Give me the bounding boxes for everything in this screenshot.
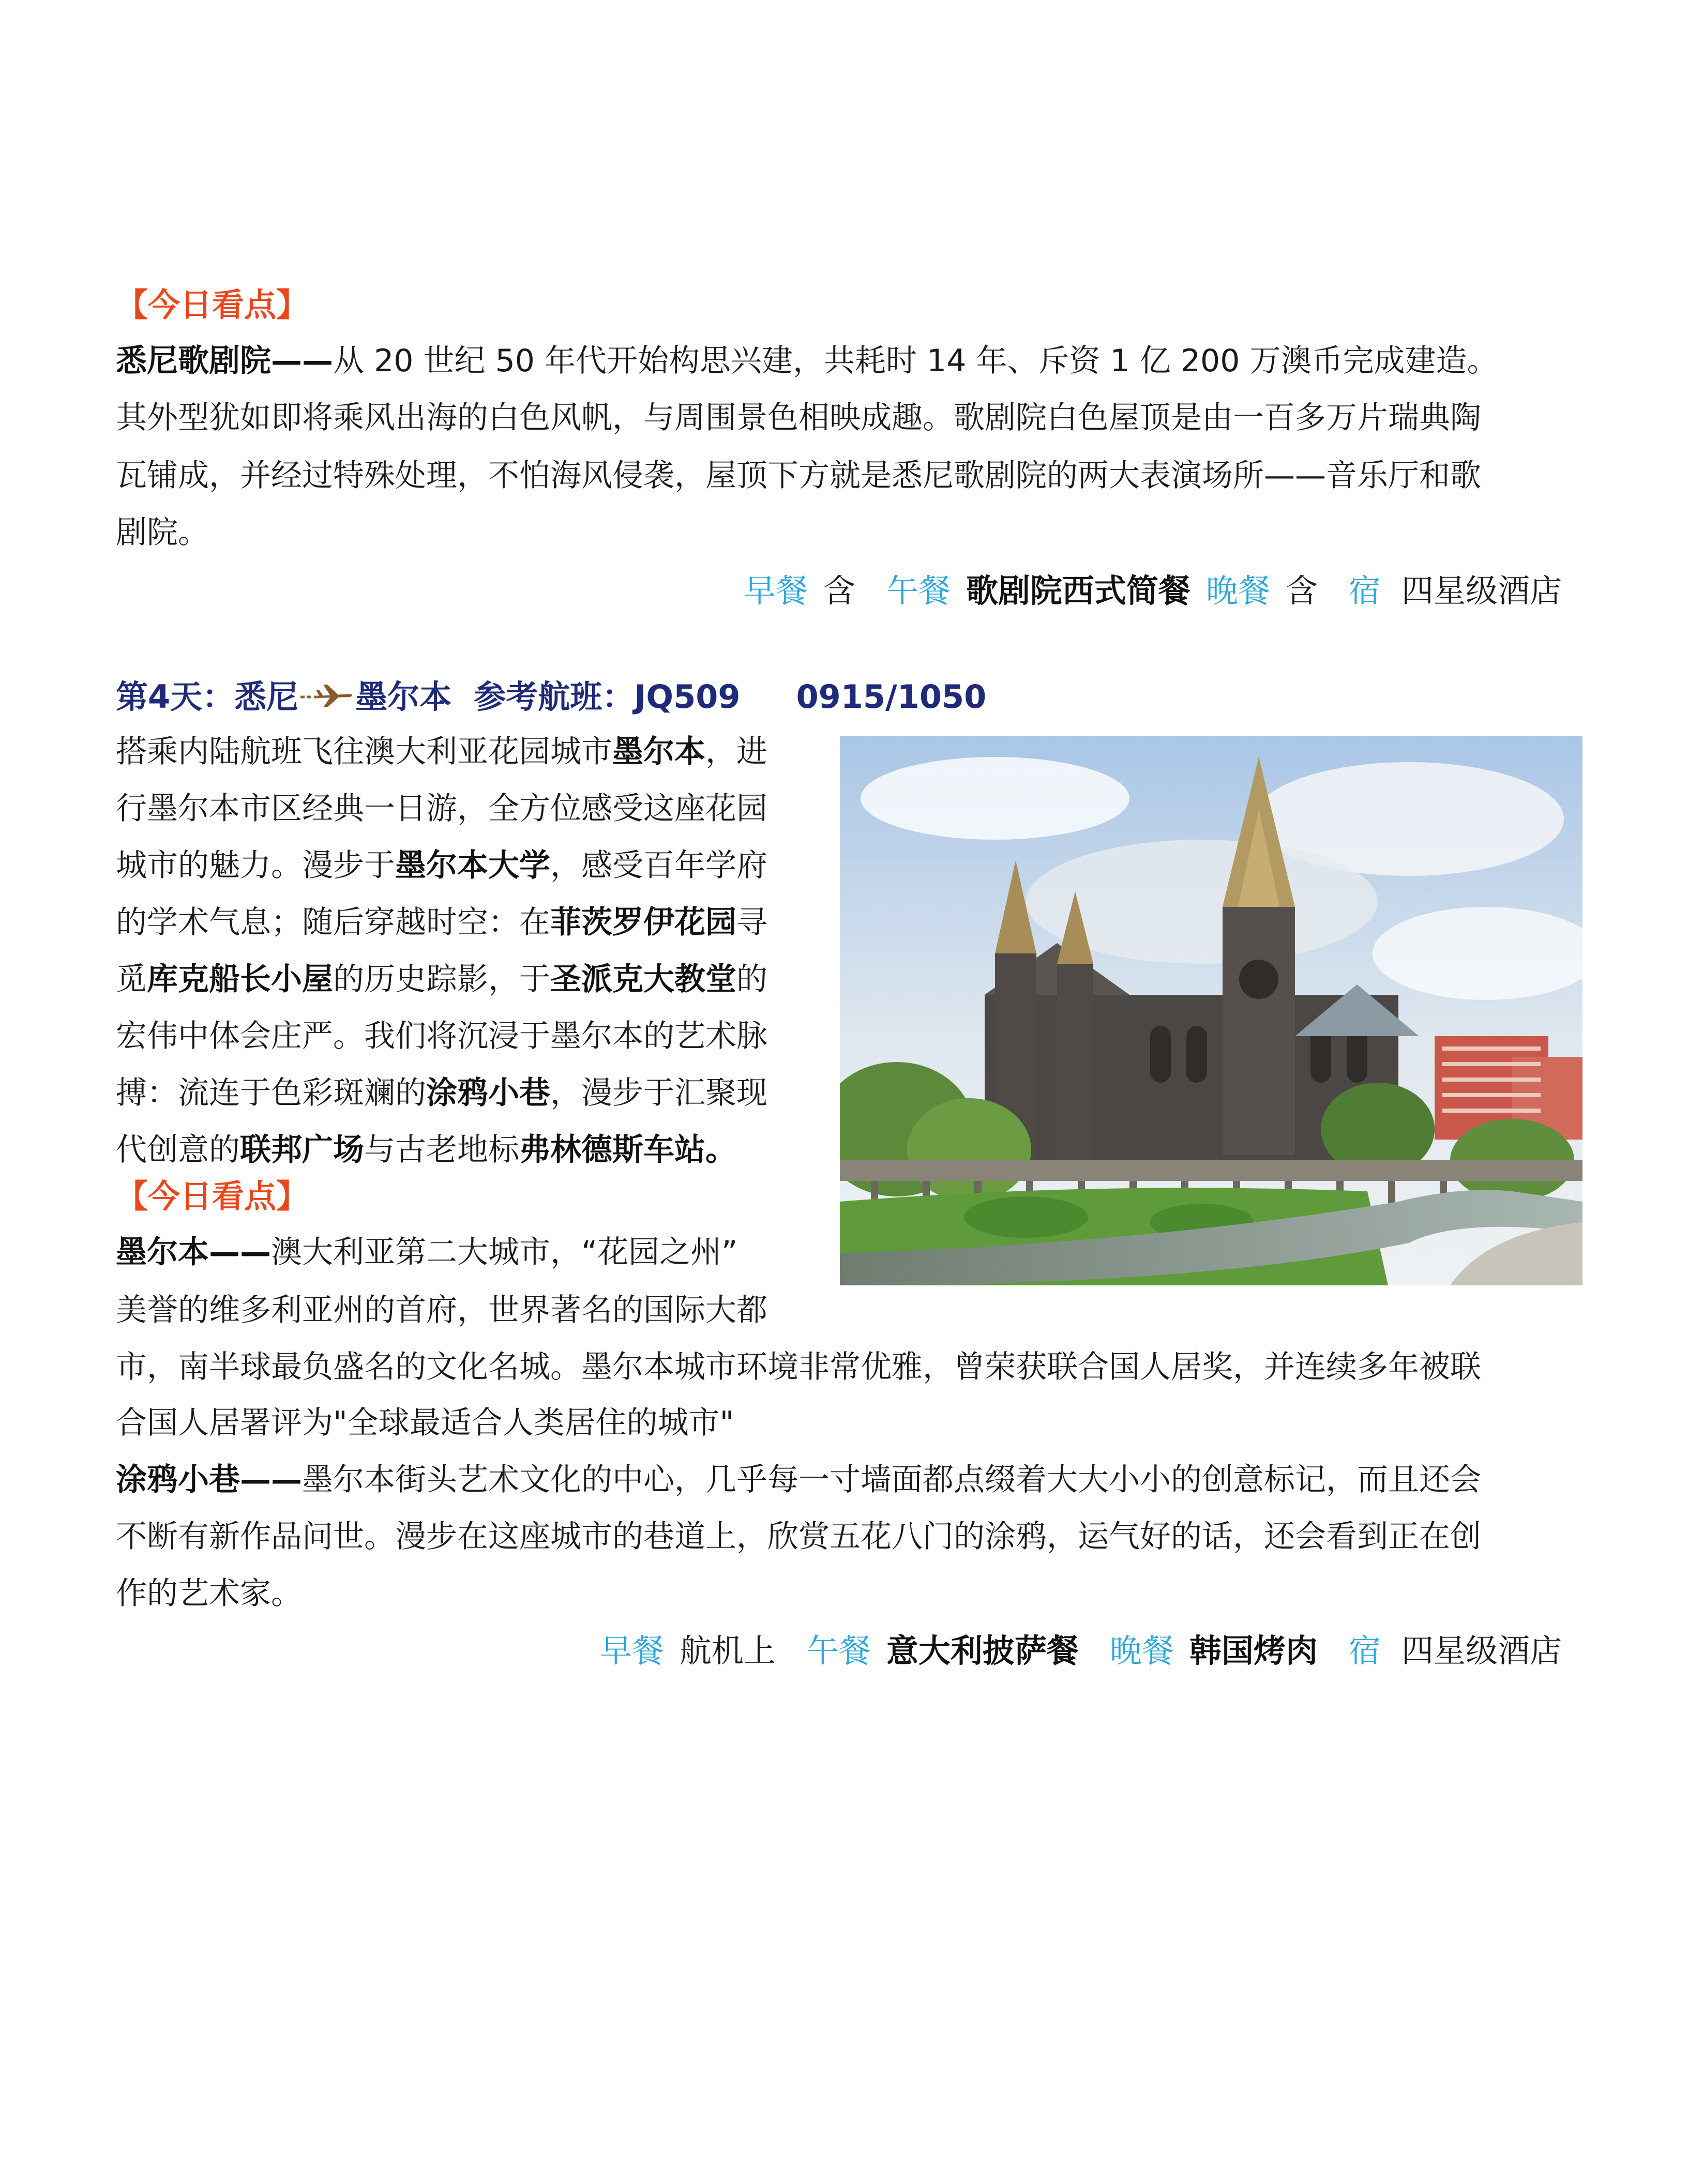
graffiti-text-1: 墨尔本街头艺术文化的中心，几乎每一寸墙面都点缀着大大小小的创意标记，而且还会 [302, 1462, 1481, 1498]
dinner-value: 含 [1285, 572, 1318, 610]
intro-text: 代创意的 [116, 1132, 240, 1168]
today-highlight-heading-2: 【今日看点】 [116, 1177, 309, 1215]
intro-text: 宏伟中体会庄严。我们将沉浸于墨尔本的艺术脉 [116, 1018, 767, 1054]
opera-house-para-line-3: 瓦铺成，并经过特殊处理，不怕海风侵袭，屋顶下方就是悉尼歌剧院的两大表演场所——音乐厅和歌 [116, 458, 1481, 494]
dinner-label: 晚餐 [1109, 1632, 1174, 1670]
day4-intro-line [116, 1075, 767, 1111]
breakfast-value: 含 [823, 572, 855, 610]
breakfast-value: 航机上 [679, 1632, 776, 1670]
intro-text: 搭乘内陆航班飞往澳大利亚花园城市 [116, 734, 612, 770]
hotel-label: 宿 [1348, 572, 1381, 610]
graffiti-para-line-3: 作的艺术家。 [116, 1575, 302, 1612]
opera-house-para-line-1 [116, 343, 1498, 379]
intro-text: 的学术气息；随后穿越时空：在 [116, 904, 550, 941]
melbourne-text-1: 澳大利亚第二大城市，“花园之州” [271, 1234, 738, 1270]
hotel-value: 四星级酒店 [1401, 1632, 1562, 1670]
day4-intro-line [116, 1132, 736, 1168]
lunch-label: 午餐 [806, 1632, 871, 1670]
intro-highlight-place: 库克船长小屋 [147, 961, 333, 997]
st-patricks-cathedral-photo [840, 736, 1583, 1285]
intro-text: ，进 [705, 734, 767, 770]
melbourne-para-line-3: 市，南半球最负盛名的文化名城。墨尔本城市环境非常优雅，曾荣获联合国人居奖，并连续多年被联 [116, 1349, 1481, 1385]
opera-house-para-line-4: 剧院。 [116, 514, 209, 551]
lunch-label: 午餐 [886, 572, 951, 610]
lunch-value: 意大利披萨餐 [886, 1632, 1079, 1670]
melbourne-para-line-4: 合国人居署评为"全球最适合人类居住的城市" [116, 1405, 734, 1441]
graffiti-para-line-2: 不断有新作品问世。漫步在这座城市的巷道上，欣赏五花八门的涂鸦，运气好的话，还会看到正在创 [116, 1519, 1481, 1555]
intro-text: 与古老地标 [364, 1132, 519, 1168]
opera-house-title: 悉尼歌剧院—— [116, 343, 333, 379]
intro-text: 搏：流连于色彩斑斓的 [116, 1075, 426, 1111]
breakfast-label: 早餐 [743, 572, 808, 610]
day4-intro-line [116, 1018, 767, 1054]
hotel-value: 四星级酒店 [1401, 572, 1562, 610]
intro-text: ，漫步于汇聚现 [550, 1075, 767, 1111]
day4-title [116, 678, 987, 716]
airplane-icon [298, 680, 355, 711]
breakfast-label: 早餐 [599, 1632, 664, 1670]
dinner-value: 韩国烤肉 [1189, 1632, 1318, 1670]
day4-intro-line [116, 847, 767, 884]
graffiti-title: 涂鸦小巷—— [116, 1462, 302, 1498]
today-highlight-heading-1: 【今日看点】 [116, 286, 309, 324]
day4-title-part-a: 第4天：悉尼 [116, 678, 299, 716]
day4-intro-line [116, 791, 767, 827]
intro-text: 的 [736, 961, 767, 997]
day4-title-part-b: 墨尔本 参考航班：JQ509 [355, 678, 741, 716]
intro-highlight-place: 涂鸦小巷 [426, 1075, 550, 1111]
intro-highlight-place: 圣派克大教堂 [550, 961, 736, 997]
intro-text: 寻 [736, 904, 767, 941]
day3-meals-row [743, 572, 1562, 610]
dinner-label: 晚餐 [1205, 572, 1270, 610]
intro-text: 觅 [116, 961, 147, 997]
lunch-value: 歌剧院西式简餐 [966, 572, 1190, 610]
intro-text: 城市的魅力。漫步于 [116, 847, 395, 884]
day4-intro-line [116, 961, 767, 997]
day4-intro-line [116, 734, 767, 770]
day4-meals-row [599, 1632, 1562, 1670]
melbourne-title: 墨尔本—— [116, 1234, 271, 1270]
graffiti-para-line-1 [116, 1462, 1481, 1498]
hotel-label: 宿 [1348, 1632, 1381, 1670]
melbourne-para-line-1 [116, 1234, 738, 1270]
intro-highlight-place: 墨尔本大学 [395, 847, 550, 884]
intro-text: 的历史踪影，于 [333, 961, 550, 997]
intro-text: ，感受百年学府 [550, 847, 767, 884]
opera-house-para-line-2: 其外型犹如即将乘风出海的白色风帆，与周围景色相映成趣。歌剧院白色屋顶是由一百多万片瑞典陶 [116, 400, 1481, 436]
intro-highlight-place: 弗林德斯车站。 [519, 1132, 736, 1168]
melbourne-para-line-2: 美誉的维多利亚州的首府，世界著名的国际大都 [116, 1292, 767, 1328]
intro-highlight-place: 墨尔本 [612, 734, 705, 770]
intro-highlight-place: 菲茨罗伊花园 [550, 904, 736, 941]
day4-flight-time: 0915/1050 [796, 678, 987, 716]
intro-highlight-place: 联邦广场 [240, 1132, 364, 1168]
opera-house-text-1: 从 20 世纪 50 年代开始构思兴建，共耗时 14 年、斥资 1 亿 200 万澳币完成建造。 [333, 343, 1498, 379]
day4-intro-line [116, 904, 767, 941]
intro-text: 行墨尔本市区经典一日游，全方位感受这座花园 [116, 791, 767, 827]
